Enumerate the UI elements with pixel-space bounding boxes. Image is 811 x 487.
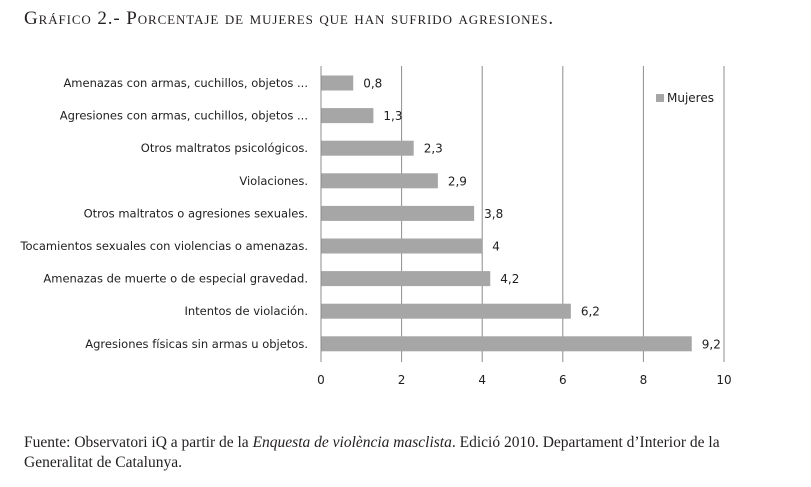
category-label: Agresiones físicas sin armas u objetos. <box>85 336 308 351</box>
data-label: 1,3 <box>383 109 403 124</box>
category-label: Violaciones. <box>239 173 308 188</box>
data-label: 3,8 <box>484 206 504 221</box>
x-tick-label: 10 <box>716 373 732 387</box>
legend-swatch <box>656 94 664 102</box>
bar <box>321 304 571 319</box>
category-label: Intentos de violación. <box>184 304 308 319</box>
data-label: 4,2 <box>500 272 520 287</box>
data-label: 9,2 <box>701 337 721 352</box>
source-italic: Enquesta de violència masclista <box>252 434 452 451</box>
x-tick-label: 8 <box>639 373 648 387</box>
source-note <box>24 433 784 473</box>
category-label: Tocamientos sexuales con violencias o amenazas. <box>20 239 308 253</box>
legend-label: Mujeres <box>667 91 714 105</box>
category-label: Amenazas de muerte o de especial gravedad. <box>43 271 308 286</box>
data-label: 2,3 <box>423 141 443 156</box>
bar <box>321 271 490 286</box>
x-tick-label: 2 <box>397 373 406 387</box>
category-label: Otros maltratos o agresiones sexuales. <box>83 206 308 221</box>
category-label: Agresiones con armas, cuchillos, objetos ... <box>59 108 308 123</box>
source-prefix: Fuente: Observatori iQ a partir de la <box>24 434 253 451</box>
data-label: 2,9 <box>447 174 467 189</box>
bar <box>321 76 353 91</box>
category-label: Otros maltratos psicológicos. <box>140 141 308 156</box>
data-label: 6,2 <box>580 304 600 319</box>
x-tick-label: 6 <box>558 373 567 387</box>
source-suffix: . Edició 2010. Departament d’Interior de la Generalitat de Catalunya. <box>24 434 720 471</box>
bar <box>321 206 474 221</box>
chart-title: Gráfico 2.- Porcentaje de mujeres que han sufrido agresiones. <box>24 8 555 29</box>
category-label: Amenazas con armas, cuchillos, objetos ... <box>63 76 308 90</box>
data-label: 4 <box>492 239 500 254</box>
data-label: 0,8 <box>363 76 383 91</box>
bar <box>321 108 373 123</box>
bar <box>321 239 482 254</box>
bar <box>321 141 414 156</box>
x-tick-label: 4 <box>478 373 487 387</box>
bar <box>321 173 438 188</box>
x-tick-label: 0 <box>317 373 325 387</box>
bar <box>321 336 692 351</box>
